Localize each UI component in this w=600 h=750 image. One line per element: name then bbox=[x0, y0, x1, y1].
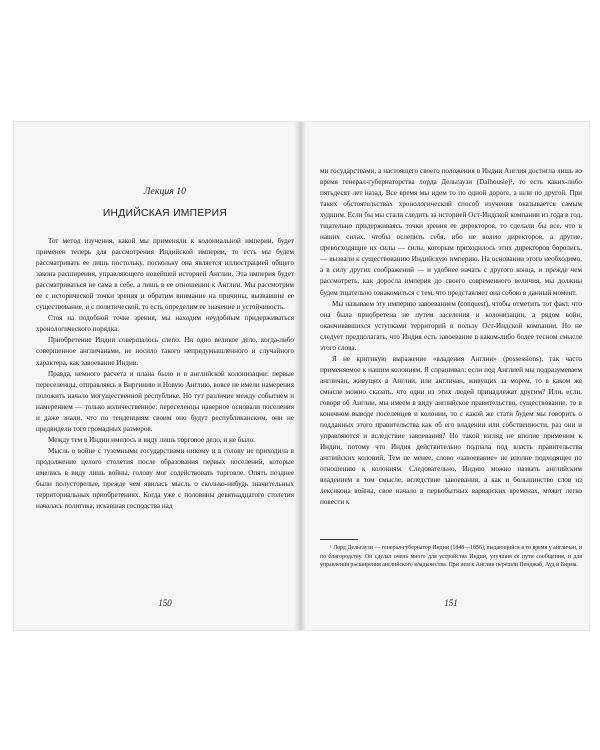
paragraph: Между тем в Индии имелось в виду лишь торговое дело, и не было. bbox=[48, 435, 256, 444]
right-page-body bbox=[320, 166, 582, 508]
paragraph: Мы называем эту империю завоеванием (conquest), чтобы отметить тот факт, что она была приобретена не путем заселения и колонизации, а рядом войн, оканчивавшихся уступками территорий в пользу Ост-Индской компании. Но не следует предполагать, что Индия есть завоевание в каком-либо более тесном смысле этого слова. bbox=[320, 299, 582, 352]
chapter-title: ИНДИЙСКАЯ ИМПЕРИЯ bbox=[102, 208, 228, 219]
paragraph: ми государствами, а настоящего своего положения в Индии Англия достигла лишь во время генерал-губернаторства лорда Дельгаузи (Dalhousie)¹, то есть каких-либо пятьдесят лет назад. Все время мы идем то по одной дороге, а шли по другой. При таких обстоятельствах хронологический способ изучения оказывается самым худшим. Если бы мы стали следить за историей Ост-Индской компании из года в год, тщательно придерживаясь точки зрения ее директоров, то сделали бы все, что в наших силах, чтобы ослепить себя, ибо не волею директоров, а другие, превосходящие их силы — силы, которым приходилось этих директоров боролись, — вызвали к существованию Индийскую империю. На основании этого необходимо, а в силу других соображений — и удобнее начать с другого конца, и прежде чем рассмотреть, как доросла империя до своего современного величия, мы должны будем тщательно ознакомиться с тем, что представляет она собою в данный момент. bbox=[320, 167, 582, 297]
paragraph: Мысль о войне с туземными государствами никому и в голову не приходила в продолжение целого столетия после образования первых поселений, которые имелись в виду лишь войны, голову мог содействовать торговле. Опять позднее были полусторелые, прежде чем явилась мысль о сколько-нибудь значительных территориальных приобретениях. Когда уже с половины девятнадцатого столетия началась политика, искавшая господства над bbox=[36, 446, 294, 511]
footnote-rule bbox=[320, 539, 358, 540]
page-number: 151 bbox=[444, 598, 458, 608]
left-page-body bbox=[36, 236, 294, 512]
page-number: 150 bbox=[158, 598, 172, 608]
paragraph: Правда, немного расчета и плана было и в английской колонизации: первые переселенцы, отправляясь в Виргинию и Новую Англию, вовсе не имели намерения положить начало могущественной республике. Но тут различие между событием и намерением — только количественное: переселенцы наверное основали поселения и даже знали, что по тенденциям своим оно будут республиканским, они не предвидели того громадных размеров. bbox=[36, 369, 294, 433]
paragraph: Приобретение Индии совершалось слепо. Ни одно великое дело, когда-либо совершенное англичанами, не носило такого непредумышленного и случайного характера, как завоевание Индии. bbox=[36, 336, 294, 367]
footnote: ¹ Лорд Дельгаузи — генерал-губернатор Индии (1848—1856), выдающийся в то время у англичан, и по благородству. Он сделал очень много для устройства Индии, улучшив ее пути сообщения, и для управления расширения английского владычества. При нем к Англии перешли Пенджаб, Ауд и Бирма. bbox=[320, 545, 582, 569]
paragraph: Тот метод изучения, какой мы применяли к колониальной империи, будет применен теперь для рассмотрения Индийской империи, то есть мы будем рассматривать ее лишь постольку, поскольку она является иллюстрацией общего закона расширения, управляющего новейшей историей Англии. Эта империя будет рассматриваться не сама в себе, а лишь в ее отношении к Англии. Мы рассмотрим ее с исторической точки зрения и обратим внимание на причины, вызвавшие ее существование, и с политической, то есть определим ее значение и устойчивость. bbox=[36, 237, 294, 312]
paragraph: Я не критикую выражение «владения Англии» (possessions), так часто применяемое к нашим колониям. Я спрашивал: если под Англией мы подразумеваем англичан, живущих в Англии, или англичан, живущих за морем, то в каком же смысле можно сказать, что одни из этих людей принадлежат другим? Или, если, говоря об Англии, мы имеем в виду английское правительство, существование, то в конечном выводе поселенцев и колонии, то с какой же стати будем мы говорить о подданных этого правительства как об его владении или собственности, раз они и управляются и вследствие завоевания? Но такой взгляд не вполне применим к Индии, потому что Индия действительно подпала под власть правительства английских колоний. Тем не менее, слово «завоевание» не вполне подходящее по отношению к колониям. Следовательно, Индию можно назвать английским владением в том смысле, вследствие завоевания, а как и большинство слов из лексикона войны, свое начало в первобытных варварских временах, может легко повести к bbox=[320, 354, 582, 507]
lecture-label: Лекция 10 bbox=[143, 186, 187, 197]
book-gutter bbox=[294, 122, 306, 630]
paragraph: Стоя на подобной точке зрения, мы находим неудобным придерживаться хронологического порядка. bbox=[36, 314, 294, 334]
left-page bbox=[36, 122, 294, 630]
right-page bbox=[320, 122, 582, 630]
